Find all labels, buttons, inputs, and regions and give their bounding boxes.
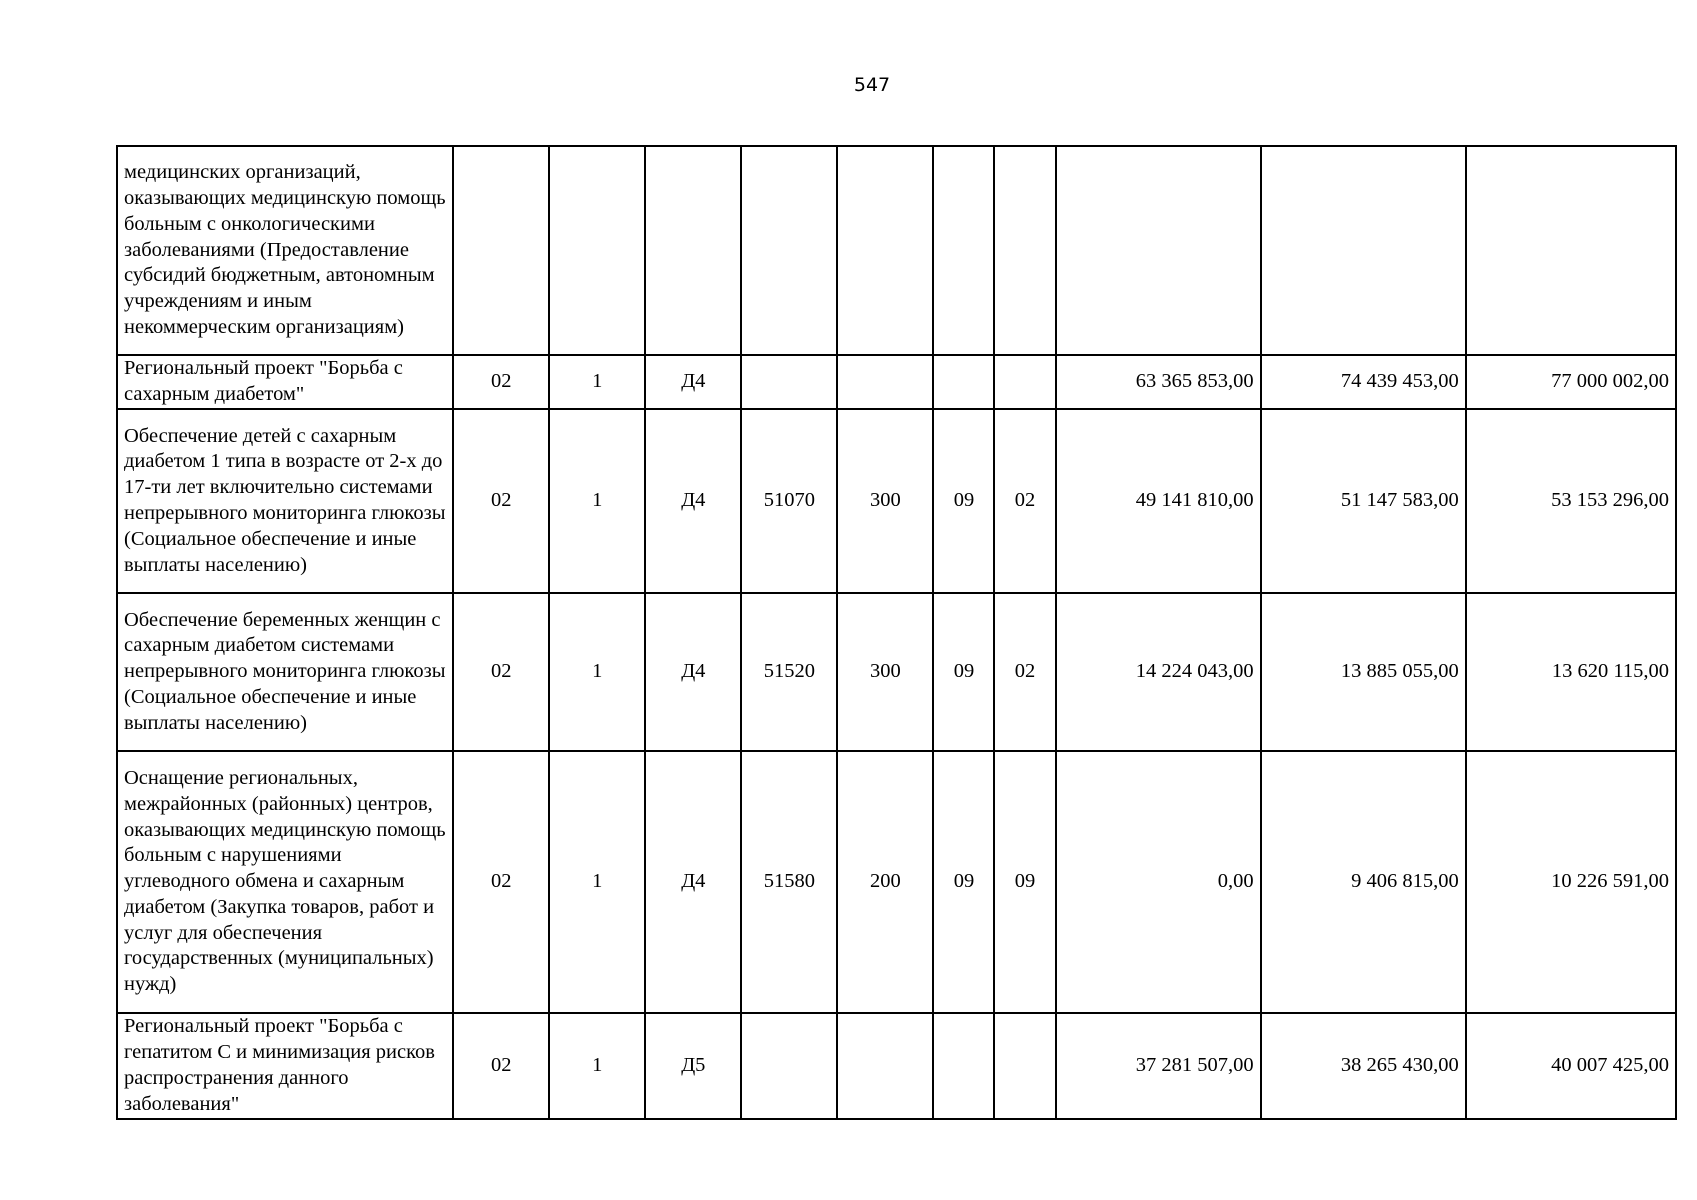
amount-year-2 [1261,146,1466,355]
table-row [117,409,1676,593]
code-subprogram: 1 [549,355,645,409]
row-name: Оснащение региональных, межрайонных (районных) центров, оказывающих медицинскую помощь больным с нарушениями углеводного обмена и сахарным диабетом (Закупка товаров, работ и услуг для обеспечения государственных (муниципальных) нужд) [117,751,453,1013]
code-program: 02 [453,355,549,409]
table-row [117,593,1676,751]
code-section [933,355,994,409]
amount-year-1: 49 141 810,00 [1056,409,1261,593]
code-direction [741,355,837,409]
code-program: 02 [453,1013,549,1119]
code-project: Д4 [645,593,741,751]
code-direction: 51520 [741,593,837,751]
code-subsection: 09 [994,751,1055,1013]
code-expense-type: 300 [837,409,933,593]
amount-year-1: 14 224 043,00 [1056,593,1261,751]
table-row [117,751,1676,1013]
amount-year-3: 53 153 296,00 [1466,409,1676,593]
amount-year-2: 9 406 815,00 [1261,751,1466,1013]
table-row [117,1013,1676,1119]
code-direction: 51070 [741,409,837,593]
amount-year-2: 38 265 430,00 [1261,1013,1466,1119]
code-section [933,1013,994,1119]
amount-year-2: 13 885 055,00 [1261,593,1466,751]
code-project: Д4 [645,751,741,1013]
row-name: Обеспечение беременных женщин с сахарным диабетом системами непрерывного мониторинга глюкозы (Социальное обеспечение и иные выплаты населению) [117,593,453,751]
table-row [117,146,1676,355]
code-program [453,146,549,355]
row-name: Региональный проект "Борьба с гепатитом С и минимизация рисков распространения данного заболевания" [117,1013,453,1119]
code-subprogram: 1 [549,593,645,751]
amount-year-2: 51 147 583,00 [1261,409,1466,593]
amount-year-3: 77 000 002,00 [1466,355,1676,409]
amount-year-1: 63 365 853,00 [1056,355,1261,409]
amount-year-1: 0,00 [1056,751,1261,1013]
code-subsection [994,1013,1055,1119]
code-subsection: 02 [994,593,1055,751]
amount-year-1 [1056,146,1261,355]
code-expense-type: 300 [837,593,933,751]
code-subprogram: 1 [549,751,645,1013]
code-project: Д4 [645,409,741,593]
code-subprogram: 1 [549,409,645,593]
row-name: медицинских организаций, оказывающих медицинскую помощь больным с онкологическими заболеваниями (Предоставление субсидий бюджетным, автономным учреждениям и иным некоммерческим организациям) [117,146,453,355]
code-section: 09 [933,593,994,751]
code-section: 09 [933,409,994,593]
code-subsection [994,355,1055,409]
code-section: 09 [933,751,994,1013]
row-name: Региональный проект "Борьба с сахарным диабетом" [117,355,453,409]
code-subsection [994,146,1055,355]
code-subsection: 02 [994,409,1055,593]
table-row [117,355,1676,409]
amount-year-3: 10 226 591,00 [1466,751,1676,1013]
code-subprogram [549,146,645,355]
code-expense-type [837,146,933,355]
amount-year-3: 13 620 115,00 [1466,593,1676,751]
code-subprogram: 1 [549,1013,645,1119]
code-direction: 51580 [741,751,837,1013]
amount-year-2: 74 439 453,00 [1261,355,1466,409]
code-expense-type [837,1013,933,1119]
code-section [933,146,994,355]
code-program: 02 [453,593,549,751]
code-program: 02 [453,409,549,593]
row-name: Обеспечение детей с сахарным диабетом 1 типа в возрасте от 2-х до 17-ти лет включительно системами непрерывного мониторинга глюкозы (Социальное обеспечение и иные выплаты населению) [117,409,453,593]
budget-table [116,145,1677,1120]
amount-year-3 [1466,146,1676,355]
amount-year-1: 37 281 507,00 [1056,1013,1261,1119]
code-program: 02 [453,751,549,1013]
code-project: Д4 [645,355,741,409]
code-project [645,146,741,355]
code-expense-type [837,355,933,409]
page-number: 547 [853,74,891,96]
code-direction [741,146,837,355]
code-direction [741,1013,837,1119]
amount-year-3: 40 007 425,00 [1466,1013,1676,1119]
code-project: Д5 [645,1013,741,1119]
code-expense-type: 200 [837,751,933,1013]
